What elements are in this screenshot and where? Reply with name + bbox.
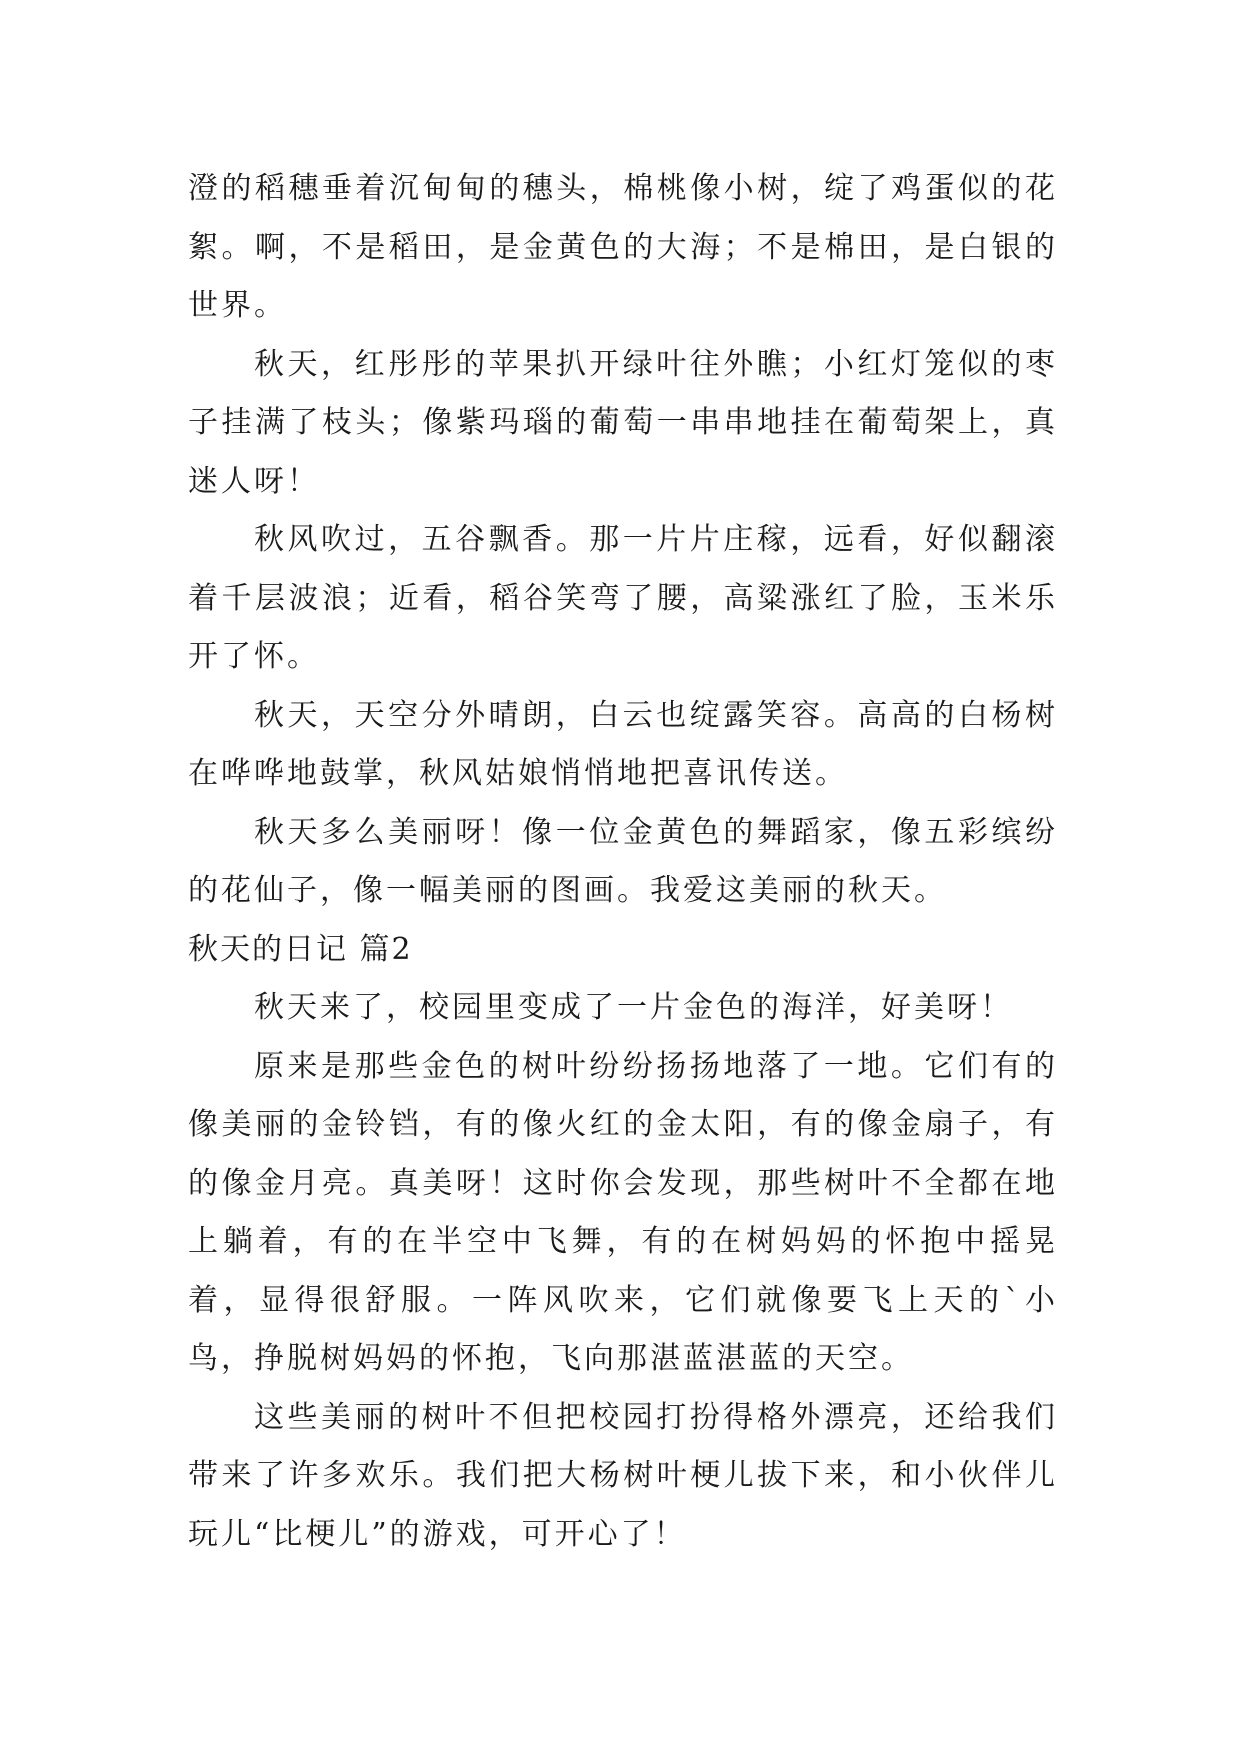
paragraph-leaves: 原来是那些金色的树叶纷纷扬扬地落了一地。它们有的像美丽的金铃铛，有的像火红的金太阳，有的像金扇子，有的像金月亮。真美呀！这时你会发现，那些树叶不全都在地上躺着，有的在半空中飞舞，有的在树妈妈的怀抱中摇晃着，显得很舒服。一阵风吹来，它们就像要飞上天的`小鸟，挣脱树妈妈的怀抱，飞向那湛蓝湛蓝的天空。 — [188, 1048, 1058, 1376]
section-heading: 秋天的日记 篇2 — [188, 931, 413, 967]
paragraph-game: 这些美丽的树叶不但把校园打扮得格外漂亮，还给我们带来了许多欢乐。我们把大杨树叶梗儿拔下来，和小伙伴儿玩儿“比梗儿”的游戏，可开心了！ — [188, 1399, 1058, 1552]
paragraph-sky: 秋天，天空分外晴朗，白云也绽露笑容。高高的白杨树在哗哗地鼓掌，秋风姑娘悄悄地把喜讯传送。 — [188, 697, 1058, 791]
paragraph-crops: 秋风吹过，五谷飘香。那一片片庄稼，远看，好似翻滚着千层波浪；近看，稻谷笑弯了腰，高粱涨红了脸，玉米乐开了怀。 — [188, 522, 1058, 674]
paragraph-conclusion: 秋天多么美丽呀！像一位金黄色的舞蹈家，像五彩缤纷的花仙子，像一幅美丽的图画。我爱这美丽的秋天。 — [188, 814, 1058, 908]
paragraph-intro: 秋天来了，校园里变成了一片金色的海洋，好美呀！ — [254, 990, 1013, 1025]
document-body — [188, 160, 1058, 1564]
paragraph-fruits: 秋天，红彤彤的苹果扒开绿叶往外瞧；小红灯笼似的枣子挂满了枝头；像紫玛瑙的葡萄一串串地挂在葡萄架上，真迷人呀！ — [188, 346, 1058, 499]
paragraph-continuation: 澄的稻穗垂着沉甸甸的穗头，棉桃像小树，绽了鸡蛋似的花絮。啊，不是稻田，是金黄色的大海；不是棉田，是白银的世界。 — [188, 171, 1058, 323]
